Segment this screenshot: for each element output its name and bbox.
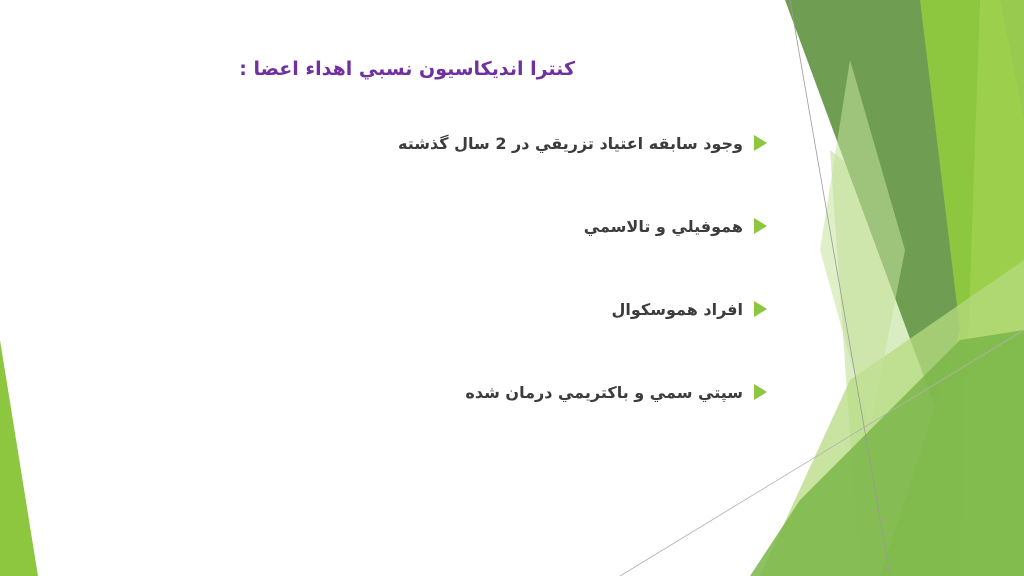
triangle-bullet-icon (754, 218, 767, 234)
bullet-item (300, 379, 775, 407)
triangle-bullet-icon (754, 135, 767, 151)
bullet-text: سپتي سمي و باکتریمي درمان شده (465, 383, 743, 402)
bullet-text: هموفیلي و تالاسمي (583, 217, 743, 236)
bullet-text: افراد هموسکوال (611, 300, 743, 319)
left-green-sliver (0, 340, 38, 576)
bullet-list (300, 130, 775, 462)
slide-title: کنترا اندیکاسیون نسبي اهداء اعضا : (239, 58, 575, 80)
bullet-item (300, 296, 775, 324)
bullet-text: وجود سابقه اعتیاد تزریقي در 2 سال گذشته (398, 134, 743, 153)
bullet-item (300, 130, 775, 158)
triangle-bullet-icon (754, 384, 767, 400)
bullet-item (300, 213, 775, 241)
triangle-bullet-icon (754, 301, 767, 317)
